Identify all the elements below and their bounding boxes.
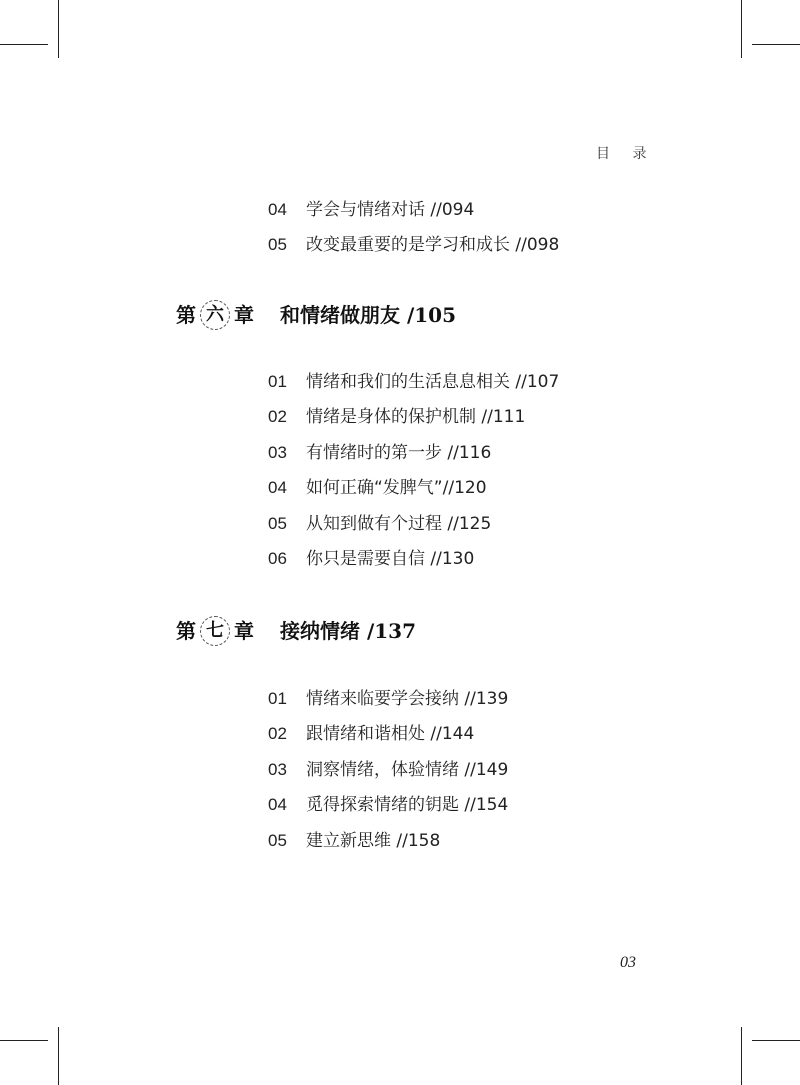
chapter-prefix: 第 [176,303,196,327]
page-number: 03 [620,954,636,971]
chapter-number-circle: 七 [200,616,230,646]
entry-title: 情绪和我们的生活息息相关 //107 [306,372,560,392]
toc-entry[interactable] [268,756,508,784]
entry-title: 觅得探索情绪的钥匙 //154 [306,795,509,815]
chapter-heading-6[interactable] [176,297,456,333]
entry-title: 改变最重要的是学习和成长 //098 [306,235,560,255]
chapter-number-circle: 六 [200,300,230,330]
entry-title: 从知到做有个过程 //125 [306,514,492,534]
entry-title: 情绪是身体的保护机制 //111 [306,407,526,427]
entry-title: 情绪来临要学会接纳 //139 [306,689,509,709]
toc-entry[interactable] [268,720,474,748]
toc-entry[interactable] [268,474,487,502]
toc-entry[interactable] [268,827,440,855]
entry-number: 04 [268,795,287,814]
entry-title: 跟情绪和谐相处 //144 [306,724,475,744]
toc-entry[interactable] [268,545,474,573]
entry-number: 02 [268,724,287,743]
toc-entry[interactable] [268,439,491,467]
crop-mark [0,44,48,45]
toc-entry[interactable] [268,791,508,819]
entry-number: 04 [268,200,287,219]
entry-title: 如何正确“发脾气”//120 [306,478,487,498]
chapter-heading-7[interactable] [176,613,416,649]
entry-number: 03 [268,443,287,462]
entry-number: 02 [268,407,287,426]
toc-entry[interactable] [268,196,474,224]
entry-number: 01 [268,689,287,708]
toc-entry[interactable] [268,368,559,396]
crop-mark [741,0,742,58]
entry-title: 建立新思维 //158 [306,831,441,851]
entry-number: 05 [268,514,287,533]
crop-mark [752,44,800,45]
chapter-suffix: 章 [234,619,254,643]
chapter-suffix: 章 [234,303,254,327]
chapter-prefix: 第 [176,619,196,643]
crop-mark [741,1027,742,1085]
toc-entry[interactable] [268,510,491,538]
entry-title: 你只是需要自信 //130 [306,549,475,569]
entry-number: 03 [268,760,287,779]
toc-entry[interactable] [268,685,508,713]
entry-number: 04 [268,478,287,497]
toc-entry[interactable] [268,231,559,259]
entry-number: 01 [268,372,287,391]
chapter-title: 和情绪做朋友 /105 [280,303,457,327]
crop-mark [0,1040,48,1041]
entry-number: 06 [268,549,287,568]
entry-title: 学会与情绪对话 //094 [306,200,475,220]
chapter-title: 接纳情绪 /137 [280,619,417,643]
crop-mark [58,1027,59,1085]
entry-title: 有情绪时的第一步 //116 [306,443,492,463]
entry-number: 05 [268,235,287,254]
running-header: 目 录 [596,146,656,162]
entry-title: 洞察情绪，体验情绪 //149 [306,760,509,780]
crop-mark [58,0,59,58]
crop-mark [752,1040,800,1041]
toc-entry[interactable] [268,403,525,431]
entry-number: 05 [268,831,287,850]
